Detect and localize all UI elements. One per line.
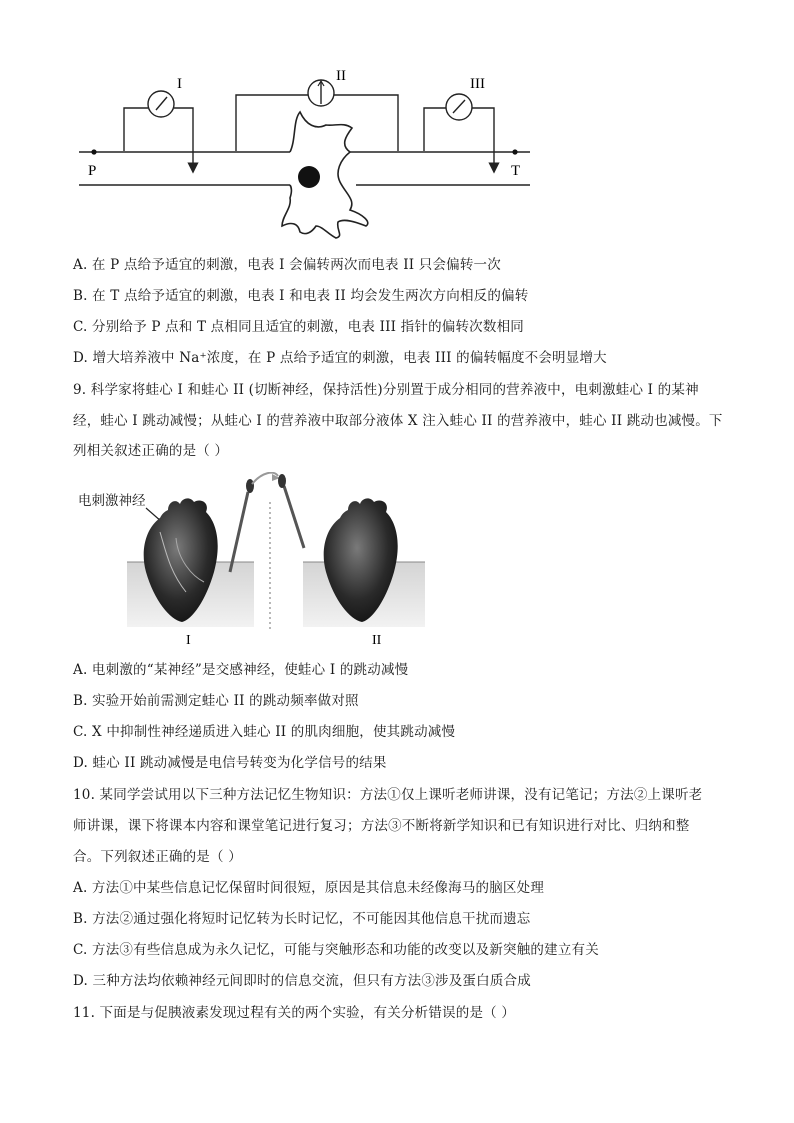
heart-label-ii: II bbox=[372, 633, 382, 648]
point-label-t: T bbox=[511, 163, 521, 179]
q9-option-d: D. 蛙心 II 跳动减慢是电信号转变为化学信号的结果 bbox=[73, 755, 387, 771]
neuron-cell-body bbox=[282, 112, 368, 238]
q9-stem-line-1: 9. 科学家将蛙心 I 和蛙心 II (切断神经，保持活性)分别置于成分相同的营养液中，电刺激蛙心 I 的某神 bbox=[73, 382, 699, 398]
q9-option-b: B. 实验开始前需测定蛙心 II 的跳动频率做对照 bbox=[73, 693, 359, 709]
stimulate-nerve-label: 电刺激神经 bbox=[78, 493, 146, 509]
heart-label-i: I bbox=[186, 633, 191, 648]
q10-stem-line-1: 10. 某同学尝试用以下三种方法记忆生物知识：方法①仅上课听老师讲课，没有记笔记；方法②上课听老 bbox=[73, 787, 703, 803]
q10-option-d: D. 三种方法均依赖神经元间即时的信息交流，但只有方法③涉及蛋白质合成 bbox=[73, 973, 531, 989]
q10-option-c: C. 方法③有些信息成为永久记忆，可能与突触形态和功能的改变以及新突触的建立有关 bbox=[73, 942, 599, 958]
q8-option-d: D. 增大培养液中 Na⁺浓度，在 P 点给予适宜的刺激，电表 III 的偏转幅度不会明显增大 bbox=[73, 350, 607, 366]
neuron-meter-figure bbox=[0, 0, 794, 250]
meter-label-i: I bbox=[177, 76, 182, 92]
q9-option-a: A. 电刺激的“某神经”是交感神经，使蛙心 I 的跳动减慢 bbox=[73, 662, 409, 678]
q10-stem-line-3: 合。下列叙述正确的是（ ） bbox=[73, 849, 242, 865]
q9-stem-line-3: 列相关叙述正确的是（ ） bbox=[73, 443, 229, 459]
q9-stem-line-2: 经，蛙心 I 跳动减慢；从蛙心 I 的营养液中取部分液体 X 注入蛙心 II 的营养液中，蛙心 II 跳动也减慢。下 bbox=[73, 413, 723, 429]
q11-stem: 11. 下面是与促胰液素发现过程有关的两个实验，有关分析错误的是（ ） bbox=[73, 1005, 516, 1021]
meter-label-iii: III bbox=[470, 76, 485, 92]
q8-option-a: A. 在 P 点给予适宜的刺激，电表 I 会偏转两次而电表 II 只会偏转一次 bbox=[73, 257, 501, 273]
q9-option-c: C. X 中抑制性神经递质进入蛙心 II 的肌肉细胞，使其跳动减慢 bbox=[73, 724, 456, 740]
meter-label-ii: II bbox=[336, 68, 346, 84]
q8-option-b: B. 在 T 点给予适宜的刺激，电表 I 和电表 II 均会发生两次方向相反的偏转 bbox=[73, 288, 529, 304]
q10-option-a: A. 方法①中某些信息记忆保留时间很短，原因是其信息未经像海马的脑区处理 bbox=[73, 880, 545, 896]
q10-stem-line-2: 师讲课，课下将课本内容和课堂笔记进行复习；方法③不断将新学知识和已有知识进行对比、归纳和整 bbox=[73, 818, 690, 834]
q8-option-c: C. 分别给予 P 点和 T 点相同且适宜的刺激，电表 III 指针的偏转次数相同 bbox=[73, 319, 524, 335]
frog-heart-figure bbox=[0, 472, 794, 652]
q10-option-b: B. 方法②通过强化将短时记忆转为长时记忆，不可能因其他信息干扰而遗忘 bbox=[73, 911, 531, 927]
point-label-p: P bbox=[88, 163, 97, 179]
neuron-nucleus bbox=[298, 166, 320, 188]
